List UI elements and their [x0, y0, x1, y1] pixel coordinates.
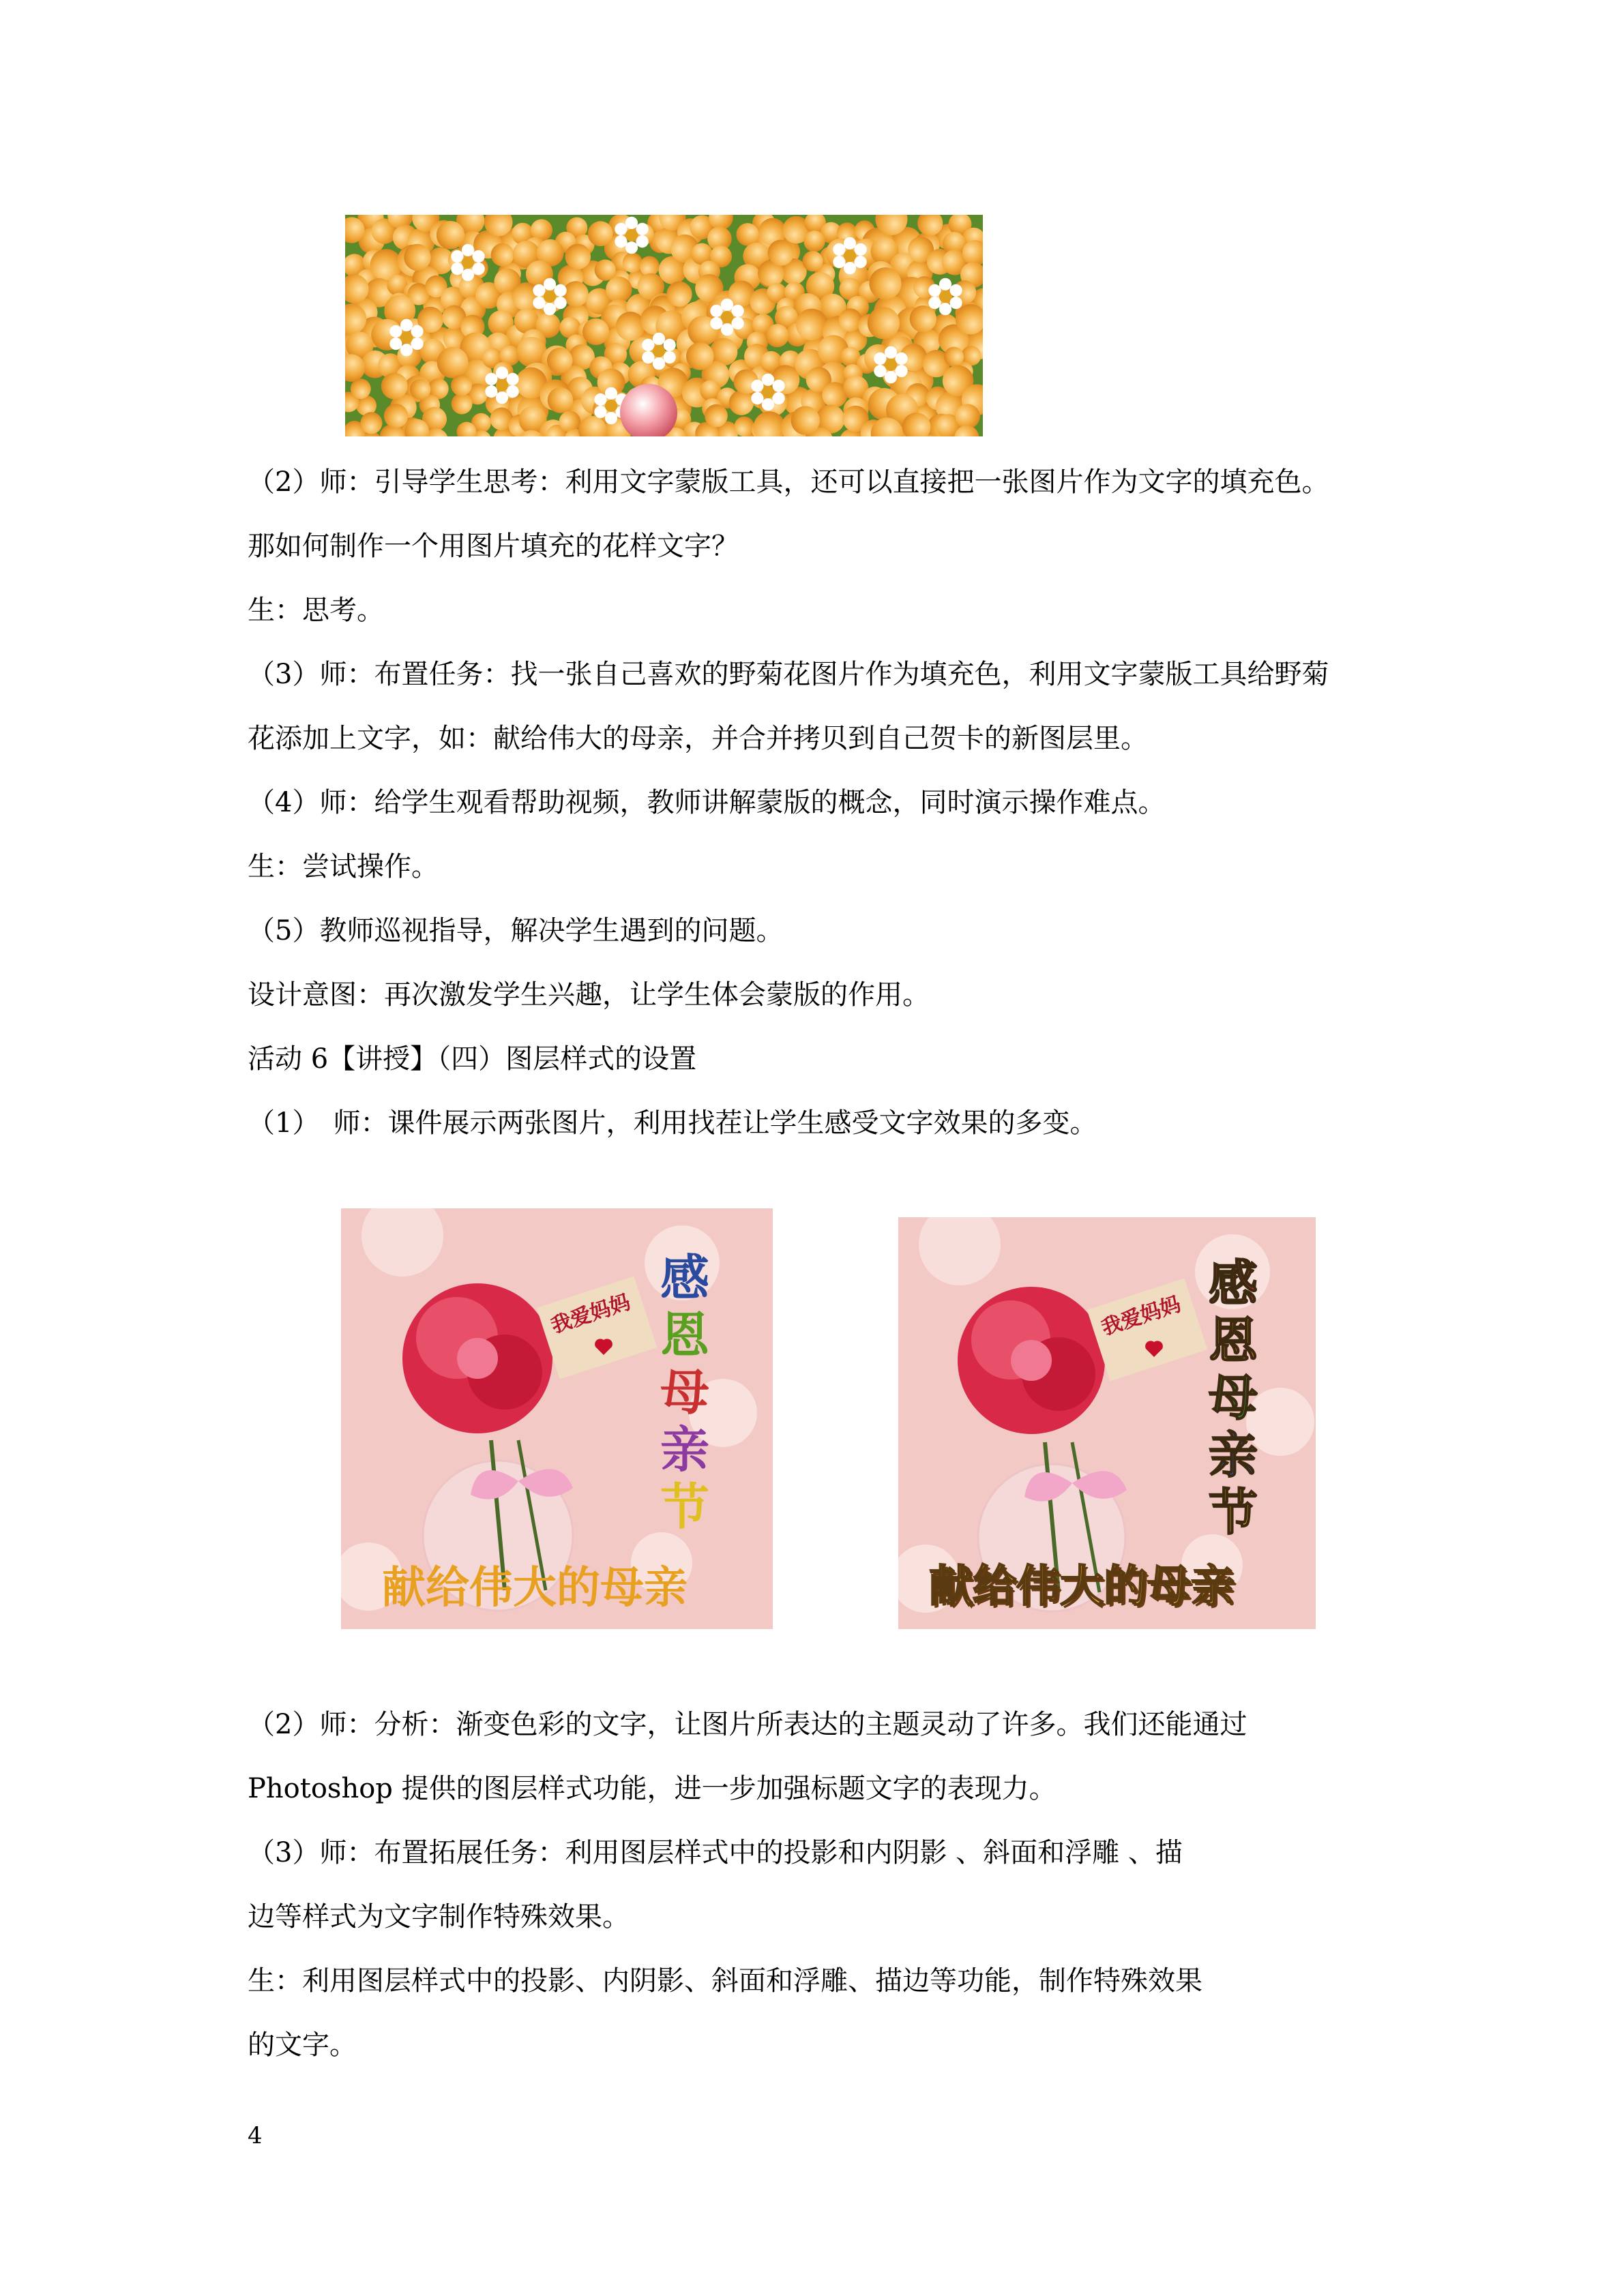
paragraph: （4）师：给学生观看帮助视频，教师讲解蒙版的概念，同时演示操作难点。 — [248, 787, 1166, 818]
card-tag-text: 我爱妈妈 — [1098, 1292, 1184, 1341]
paragraph: （2）师：分析：渐变色彩的文字，让图片所表达的主题灵动了许多。我们还能通过 — [248, 1709, 1247, 1740]
mothers-day-card-layer-style — [898, 1217, 1316, 1629]
card-vertical-title: 感 恩 母 亲 节 — [1209, 1255, 1258, 1541]
paragraph: 边等样式为文字制作特殊效果。 — [248, 1901, 630, 1933]
paragraph: 那如何制作一个用图片填充的花样文字？ — [248, 531, 739, 562]
card-bottom-text: 献给伟大的母亲 — [382, 1563, 688, 1613]
clover-flower-image — [345, 215, 983, 436]
paragraph: （2）师：引导学生思考：利用文字蒙版工具，还可以直接把一张图片作为文字的填充色。 — [248, 466, 1329, 498]
paragraph: 设计意图：再次激发学生兴趣，让学生体会蒙版的作用。 — [248, 979, 930, 1011]
paragraph: （5）教师巡视指导，解决学生遇到的问题。 — [248, 915, 784, 946]
card-bottom-text: 献给伟大的母亲 — [929, 1562, 1235, 1612]
paragraph: （1） 师：课件展示两张图片，利用找茬让学生感受文字效果的多变。 — [248, 1107, 1097, 1139]
paragraph: 生：利用图层样式中的投影、内阴影、斜面和浮雕、描边等功能，制作特殊效果 — [248, 1965, 1202, 1997]
card-tag-text: 我爱妈妈 — [548, 1290, 634, 1339]
paragraph: （3）师：布置任务：找一张自己喜欢的野菊花图片作为填充色，利用文字蒙版工具给野菊 — [248, 659, 1329, 690]
paragraph: 花添加上文字，如：献给伟大的母亲，并合并拷贝到自己贺卡的新图层里。 — [248, 723, 1148, 754]
paragraph: 生：思考。 — [248, 595, 384, 626]
mothers-day-card-gradient — [341, 1208, 773, 1629]
paragraph: 的文字。 — [248, 2029, 357, 2061]
paragraph: Photoshop 提供的图层样式功能，进一步加强标题文字的表现力。 — [248, 1773, 1057, 1804]
paragraph: 生：尝试操作。 — [248, 851, 439, 882]
card-vertical-title: 感 恩 母 亲 节 — [660, 1249, 710, 1536]
page-number: 4 — [248, 2122, 263, 2149]
activity-heading: 活动 6【讲授】（四）图层样式的设置 — [248, 1043, 697, 1075]
paragraph: （3）师：布置拓展任务：利用图层样式中的投影和内阴影 、斜面和浮雕 、描 — [248, 1837, 1183, 1868]
